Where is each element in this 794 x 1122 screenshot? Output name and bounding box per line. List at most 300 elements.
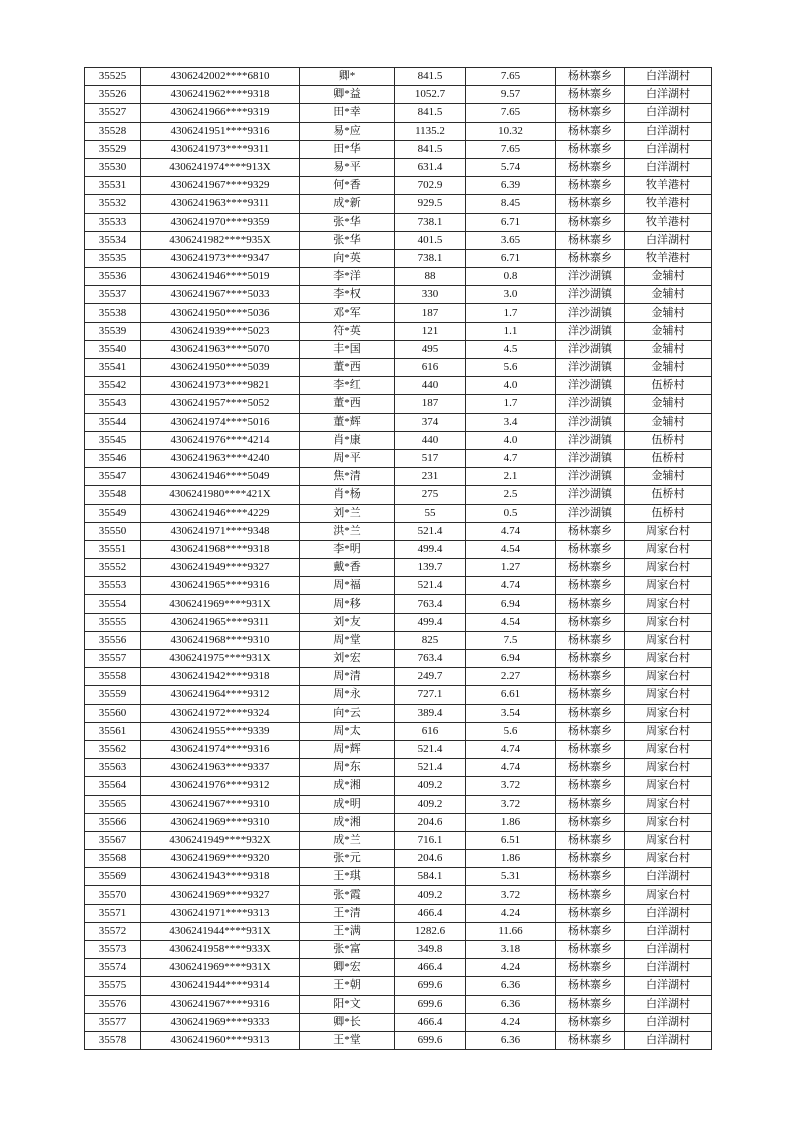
- table-row: [85, 104, 712, 122]
- cell-id-number: 4306241973****9347: [141, 249, 300, 267]
- cell-area: 6.71: [466, 213, 556, 231]
- cell-amount: 349.8: [395, 941, 466, 959]
- cell-serial-number: 35542: [85, 377, 141, 395]
- cell-id-number: 4306241963****9311: [141, 195, 300, 213]
- cell-serial-number: 35561: [85, 722, 141, 740]
- cell-name: 王*清: [300, 904, 395, 922]
- cell-name: 成*新: [300, 195, 395, 213]
- cell-amount: 330: [395, 286, 466, 304]
- cell-township: 杨林寨乡: [556, 231, 625, 249]
- cell-village: 白洋湖村: [625, 1013, 712, 1031]
- cell-area: 6.71: [466, 249, 556, 267]
- table-row: [85, 86, 712, 104]
- cell-village: 周家台村: [625, 686, 712, 704]
- cell-name: 张*华: [300, 231, 395, 249]
- cell-amount: 616: [395, 722, 466, 740]
- cell-id-number: 4306241969****9333: [141, 1013, 300, 1031]
- cell-name: 张*元: [300, 850, 395, 868]
- cell-serial-number: 35555: [85, 613, 141, 631]
- cell-name: 王*朝: [300, 977, 395, 995]
- cell-village: 伍桥村: [625, 449, 712, 467]
- cell-name: 向*云: [300, 704, 395, 722]
- table-row: [85, 577, 712, 595]
- table-row: [85, 977, 712, 995]
- cell-serial-number: 35540: [85, 340, 141, 358]
- cell-village: 白洋湖村: [625, 941, 712, 959]
- table-row: [85, 613, 712, 631]
- cell-area: 6.36: [466, 977, 556, 995]
- cell-village: 牧羊港村: [625, 177, 712, 195]
- cell-township: 杨林寨乡: [556, 195, 625, 213]
- cell-township: 杨林寨乡: [556, 86, 625, 104]
- cell-serial-number: 35541: [85, 359, 141, 377]
- cell-id-number: 4306241969****9320: [141, 850, 300, 868]
- cell-township: 杨林寨乡: [556, 158, 625, 176]
- cell-amount: 466.4: [395, 1013, 466, 1031]
- cell-amount: 409.2: [395, 886, 466, 904]
- cell-township: 杨林寨乡: [556, 904, 625, 922]
- cell-name: 卿*益: [300, 86, 395, 104]
- cell-serial-number: 35526: [85, 86, 141, 104]
- cell-name: 卿*宏: [300, 959, 395, 977]
- cell-village: 白洋湖村: [625, 140, 712, 158]
- table-row: [85, 249, 712, 267]
- cell-area: 6.36: [466, 1031, 556, 1049]
- table-row: [85, 158, 712, 176]
- cell-township: 杨林寨乡: [556, 522, 625, 540]
- cell-name: 易*平: [300, 158, 395, 176]
- table-row: [85, 995, 712, 1013]
- cell-name: 刘*宏: [300, 650, 395, 668]
- table-row: [85, 213, 712, 231]
- cell-serial-number: 35570: [85, 886, 141, 904]
- cell-name: 刘*兰: [300, 504, 395, 522]
- cell-serial-number: 35564: [85, 777, 141, 795]
- cell-serial-number: 35569: [85, 868, 141, 886]
- cell-id-number: 4306241968****9310: [141, 631, 300, 649]
- cell-amount: 466.4: [395, 959, 466, 977]
- table-row: [85, 650, 712, 668]
- cell-name: 张*霞: [300, 886, 395, 904]
- cell-amount: 401.5: [395, 231, 466, 249]
- cell-name: 董*西: [300, 359, 395, 377]
- cell-id-number: 4306241969****931X: [141, 595, 300, 613]
- cell-serial-number: 35527: [85, 104, 141, 122]
- cell-village: 周家台村: [625, 522, 712, 540]
- cell-area: 3.72: [466, 795, 556, 813]
- cell-id-number: 4306241967****5033: [141, 286, 300, 304]
- cell-village: 伍桥村: [625, 431, 712, 449]
- cell-township: 杨林寨乡: [556, 922, 625, 940]
- cell-area: 0.5: [466, 504, 556, 522]
- cell-id-number: 4306241972****9324: [141, 704, 300, 722]
- cell-township: 洋沙湖镇: [556, 304, 625, 322]
- cell-village: 白洋湖村: [625, 86, 712, 104]
- cell-amount: 1282.6: [395, 922, 466, 940]
- table-row: [85, 959, 712, 977]
- cell-serial-number: 35550: [85, 522, 141, 540]
- table-row: [85, 1031, 712, 1049]
- table-row: [85, 140, 712, 158]
- cell-area: 4.74: [466, 740, 556, 758]
- cell-village: 伍桥村: [625, 486, 712, 504]
- cell-id-number: 4306241964****9312: [141, 686, 300, 704]
- cell-area: 6.39: [466, 177, 556, 195]
- cell-village: 周家台村: [625, 540, 712, 558]
- cell-township: 杨林寨乡: [556, 759, 625, 777]
- cell-village: 白洋湖村: [625, 868, 712, 886]
- cell-township: 杨林寨乡: [556, 68, 625, 86]
- cell-area: 1.1: [466, 322, 556, 340]
- cell-area: 6.94: [466, 595, 556, 613]
- cell-amount: 716.1: [395, 831, 466, 849]
- cell-amount: 440: [395, 431, 466, 449]
- cell-id-number: 4306241946****5019: [141, 268, 300, 286]
- cell-amount: 499.4: [395, 613, 466, 631]
- cell-amount: 738.1: [395, 249, 466, 267]
- table-row: [85, 795, 712, 813]
- cell-township: 洋沙湖镇: [556, 468, 625, 486]
- cell-village: 周家台村: [625, 813, 712, 831]
- cell-serial-number: 35557: [85, 650, 141, 668]
- cell-id-number: 4306241946****5049: [141, 468, 300, 486]
- cell-id-number: 4306241973****9311: [141, 140, 300, 158]
- cell-id-number: 4306241963****9337: [141, 759, 300, 777]
- table-row: [85, 304, 712, 322]
- cell-township: 杨林寨乡: [556, 249, 625, 267]
- cell-name: 周*辉: [300, 740, 395, 758]
- cell-township: 杨林寨乡: [556, 595, 625, 613]
- cell-township: 洋沙湖镇: [556, 286, 625, 304]
- cell-id-number: 4306241966****9319: [141, 104, 300, 122]
- cell-id-number: 4306241971****9348: [141, 522, 300, 540]
- cell-amount: 929.5: [395, 195, 466, 213]
- cell-name: 成*明: [300, 795, 395, 813]
- table-row: [85, 759, 712, 777]
- cell-amount: 841.5: [395, 104, 466, 122]
- table-row: [85, 468, 712, 486]
- cell-serial-number: 35560: [85, 704, 141, 722]
- cell-area: 4.24: [466, 1013, 556, 1031]
- cell-area: 4.74: [466, 577, 556, 595]
- cell-name: 阳*文: [300, 995, 395, 1013]
- cell-amount: 440: [395, 377, 466, 395]
- cell-township: 杨林寨乡: [556, 959, 625, 977]
- cell-amount: 139.7: [395, 559, 466, 577]
- cell-area: 1.27: [466, 559, 556, 577]
- cell-name: 卿*: [300, 68, 395, 86]
- cell-id-number: 4306241976****4214: [141, 431, 300, 449]
- table-row: [85, 377, 712, 395]
- table-row: [85, 268, 712, 286]
- cell-village: 周家台村: [625, 850, 712, 868]
- cell-serial-number: 35530: [85, 158, 141, 176]
- cell-name: 周*太: [300, 722, 395, 740]
- cell-village: 金辅村: [625, 340, 712, 358]
- cell-name: 肖*杨: [300, 486, 395, 504]
- cell-township: 洋沙湖镇: [556, 268, 625, 286]
- cell-amount: 121: [395, 322, 466, 340]
- cell-township: 洋沙湖镇: [556, 413, 625, 431]
- cell-serial-number: 35574: [85, 959, 141, 977]
- table-row: [85, 486, 712, 504]
- cell-amount: 231: [395, 468, 466, 486]
- cell-name: 李*洋: [300, 268, 395, 286]
- cell-township: 杨林寨乡: [556, 559, 625, 577]
- cell-amount: 616: [395, 359, 466, 377]
- cell-id-number: 4306241970****9359: [141, 213, 300, 231]
- cell-township: 洋沙湖镇: [556, 449, 625, 467]
- cell-area: 5.74: [466, 158, 556, 176]
- cell-name: 卿*长: [300, 1013, 395, 1031]
- cell-name: 张*华: [300, 213, 395, 231]
- cell-serial-number: 35553: [85, 577, 141, 595]
- cell-amount: 499.4: [395, 540, 466, 558]
- cell-name: 成*湘: [300, 777, 395, 795]
- cell-village: 牧羊港村: [625, 195, 712, 213]
- cell-serial-number: 35529: [85, 140, 141, 158]
- cell-serial-number: 35547: [85, 468, 141, 486]
- cell-id-number: 4306241974****9316: [141, 740, 300, 758]
- cell-amount: 727.1: [395, 686, 466, 704]
- table-row: [85, 322, 712, 340]
- cell-area: 4.24: [466, 959, 556, 977]
- cell-village: 金辅村: [625, 268, 712, 286]
- cell-amount: 409.2: [395, 795, 466, 813]
- cell-serial-number: 35544: [85, 413, 141, 431]
- cell-serial-number: 35528: [85, 122, 141, 140]
- cell-village: 伍桥村: [625, 504, 712, 522]
- cell-name: 何*香: [300, 177, 395, 195]
- cell-village: 金辅村: [625, 395, 712, 413]
- cell-village: 周家台村: [625, 722, 712, 740]
- cell-name: 田*幸: [300, 104, 395, 122]
- cell-township: 杨林寨乡: [556, 631, 625, 649]
- cell-serial-number: 35543: [85, 395, 141, 413]
- cell-township: 杨林寨乡: [556, 868, 625, 886]
- cell-township: 杨林寨乡: [556, 140, 625, 158]
- table-row: [85, 831, 712, 849]
- cell-name: 李*权: [300, 286, 395, 304]
- cell-area: 9.57: [466, 86, 556, 104]
- cell-area: 4.24: [466, 904, 556, 922]
- cell-serial-number: 35554: [85, 595, 141, 613]
- cell-area: 1.7: [466, 304, 556, 322]
- cell-serial-number: 35535: [85, 249, 141, 267]
- cell-village: 周家台村: [625, 831, 712, 849]
- cell-area: 3.72: [466, 886, 556, 904]
- cell-area: 8.45: [466, 195, 556, 213]
- table-row: [85, 922, 712, 940]
- cell-id-number: 4306241974****913X: [141, 158, 300, 176]
- cell-amount: 55: [395, 504, 466, 522]
- table-row: [85, 631, 712, 649]
- cell-name: 成*兰: [300, 831, 395, 849]
- cell-township: 杨林寨乡: [556, 850, 625, 868]
- cell-village: 金辅村: [625, 413, 712, 431]
- cell-township: 杨林寨乡: [556, 104, 625, 122]
- cell-area: 7.65: [466, 68, 556, 86]
- table-row: [85, 395, 712, 413]
- cell-serial-number: 35546: [85, 449, 141, 467]
- cell-township: 杨林寨乡: [556, 668, 625, 686]
- cell-village: 周家台村: [625, 650, 712, 668]
- cell-id-number: 4306241965****9311: [141, 613, 300, 631]
- cell-amount: 187: [395, 304, 466, 322]
- table-row: [85, 286, 712, 304]
- cell-serial-number: 35531: [85, 177, 141, 195]
- cell-serial-number: 35551: [85, 540, 141, 558]
- cell-name: 周*移: [300, 595, 395, 613]
- cell-area: 1.86: [466, 850, 556, 868]
- cell-village: 周家台村: [625, 795, 712, 813]
- cell-area: 6.36: [466, 995, 556, 1013]
- cell-name: 向*英: [300, 249, 395, 267]
- table-row: [85, 886, 712, 904]
- cell-village: 金辅村: [625, 359, 712, 377]
- cell-village: 周家台村: [625, 668, 712, 686]
- cell-name: 肖*康: [300, 431, 395, 449]
- cell-id-number: 4306241939****5023: [141, 322, 300, 340]
- table-row: [85, 449, 712, 467]
- cell-area: 3.72: [466, 777, 556, 795]
- table-row: [85, 740, 712, 758]
- cell-amount: 631.4: [395, 158, 466, 176]
- cell-amount: 374: [395, 413, 466, 431]
- cell-village: 牧羊港村: [625, 249, 712, 267]
- cell-amount: 825: [395, 631, 466, 649]
- cell-serial-number: 35533: [85, 213, 141, 231]
- cell-township: 杨林寨乡: [556, 813, 625, 831]
- cell-village: 周家台村: [625, 740, 712, 758]
- cell-id-number: 4306241958****933X: [141, 941, 300, 959]
- cell-village: 白洋湖村: [625, 995, 712, 1013]
- cell-serial-number: 35575: [85, 977, 141, 995]
- table-row: [85, 231, 712, 249]
- cell-village: 金辅村: [625, 286, 712, 304]
- cell-serial-number: 35552: [85, 559, 141, 577]
- cell-amount: 495: [395, 340, 466, 358]
- cell-township: 杨林寨乡: [556, 540, 625, 558]
- cell-id-number: 4306241967****9329: [141, 177, 300, 195]
- subsidy-table: [84, 67, 712, 1050]
- cell-area: 3.65: [466, 231, 556, 249]
- cell-serial-number: 35563: [85, 759, 141, 777]
- cell-village: 白洋湖村: [625, 68, 712, 86]
- cell-township: 洋沙湖镇: [556, 504, 625, 522]
- cell-name: 董*西: [300, 395, 395, 413]
- cell-area: 4.74: [466, 759, 556, 777]
- cell-id-number: 4306242002****6810: [141, 68, 300, 86]
- cell-id-number: 4306241943****9318: [141, 868, 300, 886]
- cell-township: 杨林寨乡: [556, 795, 625, 813]
- table-row: [85, 413, 712, 431]
- cell-township: 杨林寨乡: [556, 577, 625, 595]
- cell-area: 7.65: [466, 104, 556, 122]
- table-row: [85, 777, 712, 795]
- cell-id-number: 4306241949****9327: [141, 559, 300, 577]
- cell-amount: 521.4: [395, 522, 466, 540]
- cell-id-number: 4306241967****9316: [141, 995, 300, 1013]
- cell-township: 杨林寨乡: [556, 1031, 625, 1049]
- cell-area: 11.66: [466, 922, 556, 940]
- cell-village: 白洋湖村: [625, 922, 712, 940]
- cell-serial-number: 35572: [85, 922, 141, 940]
- cell-id-number: 4306241963****4240: [141, 449, 300, 467]
- cell-amount: 1052.7: [395, 86, 466, 104]
- cell-village: 周家台村: [625, 704, 712, 722]
- table-row: [85, 195, 712, 213]
- cell-name: 周*清: [300, 668, 395, 686]
- cell-township: 杨林寨乡: [556, 704, 625, 722]
- cell-id-number: 4306241955****9339: [141, 722, 300, 740]
- cell-village: 周家台村: [625, 595, 712, 613]
- cell-id-number: 4306241969****931X: [141, 959, 300, 977]
- cell-amount: 517: [395, 449, 466, 467]
- cell-id-number: 4306241976****9312: [141, 777, 300, 795]
- cell-serial-number: 35573: [85, 941, 141, 959]
- cell-name: 李*明: [300, 540, 395, 558]
- cell-id-number: 4306241944****931X: [141, 922, 300, 940]
- table-row: [85, 68, 712, 86]
- cell-serial-number: 35566: [85, 813, 141, 831]
- cell-township: 杨林寨乡: [556, 686, 625, 704]
- cell-serial-number: 35536: [85, 268, 141, 286]
- cell-area: 4.54: [466, 540, 556, 558]
- cell-amount: 841.5: [395, 140, 466, 158]
- cell-id-number: 4306241942****9318: [141, 668, 300, 686]
- cell-area: 2.27: [466, 668, 556, 686]
- cell-area: 3.0: [466, 286, 556, 304]
- cell-township: 杨林寨乡: [556, 777, 625, 795]
- table-row: [85, 504, 712, 522]
- cell-amount: 699.6: [395, 977, 466, 995]
- cell-name: 刘*友: [300, 613, 395, 631]
- cell-area: 10.32: [466, 122, 556, 140]
- cell-area: 2.1: [466, 468, 556, 486]
- cell-id-number: 4306241957****5052: [141, 395, 300, 413]
- cell-area: 1.7: [466, 395, 556, 413]
- table-row: [85, 850, 712, 868]
- cell-serial-number: 35534: [85, 231, 141, 249]
- cell-id-number: 4306241969****9310: [141, 813, 300, 831]
- cell-amount: 187: [395, 395, 466, 413]
- cell-id-number: 4306241974****5016: [141, 413, 300, 431]
- cell-name: 李*红: [300, 377, 395, 395]
- cell-area: 3.54: [466, 704, 556, 722]
- table-row: [85, 1013, 712, 1031]
- cell-name: 周*堂: [300, 631, 395, 649]
- cell-township: 杨林寨乡: [556, 995, 625, 1013]
- table-body: [85, 68, 712, 1050]
- cell-name: 邓*军: [300, 304, 395, 322]
- cell-area: 6.61: [466, 686, 556, 704]
- cell-serial-number: 35537: [85, 286, 141, 304]
- cell-serial-number: 35558: [85, 668, 141, 686]
- cell-id-number: 4306241951****9316: [141, 122, 300, 140]
- cell-id-number: 4306241967****9310: [141, 795, 300, 813]
- table-row: [85, 704, 712, 722]
- table-row: [85, 431, 712, 449]
- cell-amount: 1135.2: [395, 122, 466, 140]
- cell-area: 2.5: [466, 486, 556, 504]
- cell-name: 董*辉: [300, 413, 395, 431]
- cell-township: 杨林寨乡: [556, 122, 625, 140]
- cell-township: 杨林寨乡: [556, 941, 625, 959]
- cell-village: 白洋湖村: [625, 104, 712, 122]
- cell-id-number: 4306241963****5070: [141, 340, 300, 358]
- cell-id-number: 4306241971****9313: [141, 904, 300, 922]
